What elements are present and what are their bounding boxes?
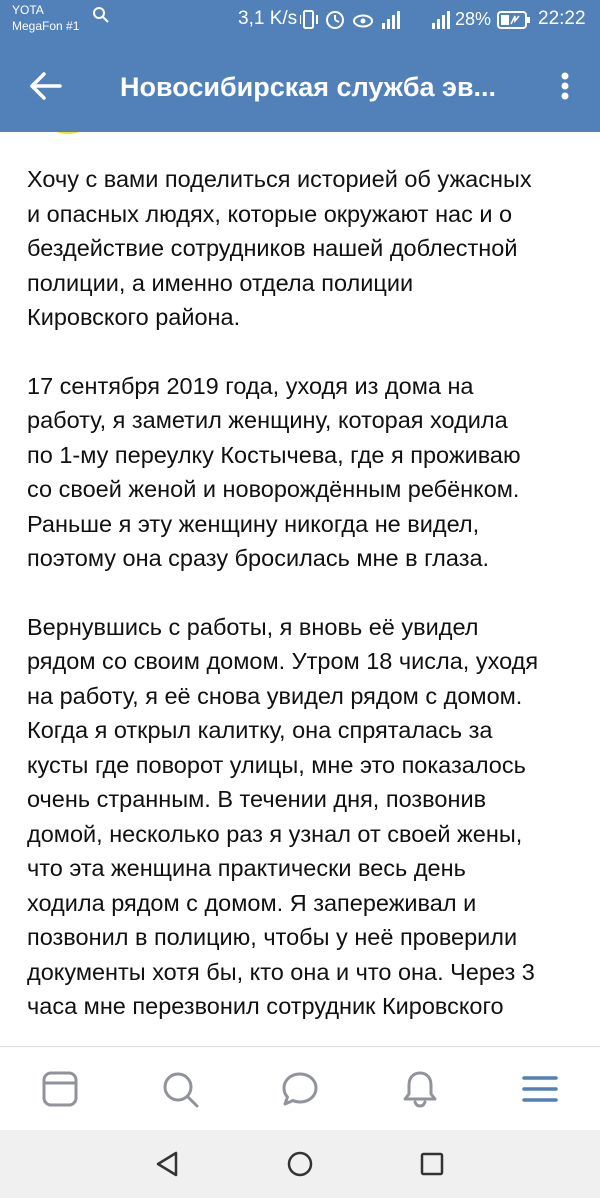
nav-menu-button[interactable] xyxy=(520,1069,560,1109)
vibrate-icon xyxy=(300,11,317,28)
post-text xyxy=(27,162,587,1046)
square-recents-icon xyxy=(416,1148,448,1180)
bottom-navigation xyxy=(0,1046,600,1131)
back-button[interactable] xyxy=(20,62,68,110)
more-options-button[interactable] xyxy=(550,66,580,106)
nav-news-button[interactable] xyxy=(40,1069,80,1109)
nav-search-button[interactable] xyxy=(160,1069,200,1109)
signal-icon xyxy=(432,11,450,29)
page-title: Новосибирская служба эв... xyxy=(120,72,497,102)
battery-icon xyxy=(497,10,531,30)
system-back-button[interactable] xyxy=(152,1148,184,1180)
circle-home-icon xyxy=(284,1148,316,1180)
nav-notifications-button[interactable] xyxy=(400,1069,440,1109)
system-navigation xyxy=(0,1130,600,1198)
battery-percent: 28% xyxy=(455,9,492,29)
post-paragraph: Вернувшись с работы, я вновь её увидел рядом со своим домом. Утром 18 числа, уходя на работу, я её снова увидел рядом с домом. Когда я открыл калитку, она спряталась за кусты где поворот улицы, мне это показалось очень странным. В течении дня, позвонив домой, несколько раз я узнал от своей жены, что эта женщина практически весь день ходила рядом с домом. Я запереживал и позвонил в полицию, чтобы у неё проверили документы хотя бы, кто она и что она. Через 3 часа мне перезвонил сотрудник Кировского xyxy=(27,613,539,1019)
hamburger-menu-icon xyxy=(520,1069,560,1109)
triangle-back-icon xyxy=(152,1148,184,1180)
post-content[interactable] xyxy=(0,132,600,1046)
author-avatar[interactable] xyxy=(33,132,103,134)
carrier-name: YOTA xyxy=(12,3,44,17)
system-home-button[interactable] xyxy=(284,1148,316,1180)
arrow-left-icon xyxy=(20,62,68,110)
status-bar xyxy=(0,0,600,40)
news-feed-icon xyxy=(40,1069,80,1109)
signal-4g-icon xyxy=(382,11,400,29)
carrier-info xyxy=(12,2,79,34)
search-icon xyxy=(92,6,110,24)
alarm-icon xyxy=(327,12,343,28)
post-paragraph: 17 сентября 2019 года, уходя из дома на работу, я заметил женщину, которая ходила по 1-му переулку Костычева, где я проживаю со своей женой и новорождённым ребёнком. Раньше я эту женщину никогда не видел, поэтому она сразу бросилась мне в глаза. xyxy=(27,372,521,571)
system-recents-button[interactable] xyxy=(416,1148,448,1180)
app-bar xyxy=(0,40,600,132)
search-icon xyxy=(160,1069,200,1109)
more-vertical-icon xyxy=(550,66,580,106)
carrier-sub: MegaFon #1 xyxy=(12,19,80,33)
nav-messages-button[interactable] xyxy=(280,1069,320,1109)
chat-bubble-icon xyxy=(280,1069,320,1109)
eye-icon xyxy=(354,16,372,27)
post-paragraph: Хочу с вами поделиться историей об ужасных и опасных людях, которые окружают нас и о бездействие сотрудников нашей доблестной полиции, а именно отдела полиции Кировского района. xyxy=(27,166,532,330)
network-speed: 3,1 K/s xyxy=(238,8,298,29)
status-icons xyxy=(300,9,450,31)
clock: 22:22 xyxy=(538,8,586,29)
bell-icon xyxy=(400,1069,440,1109)
